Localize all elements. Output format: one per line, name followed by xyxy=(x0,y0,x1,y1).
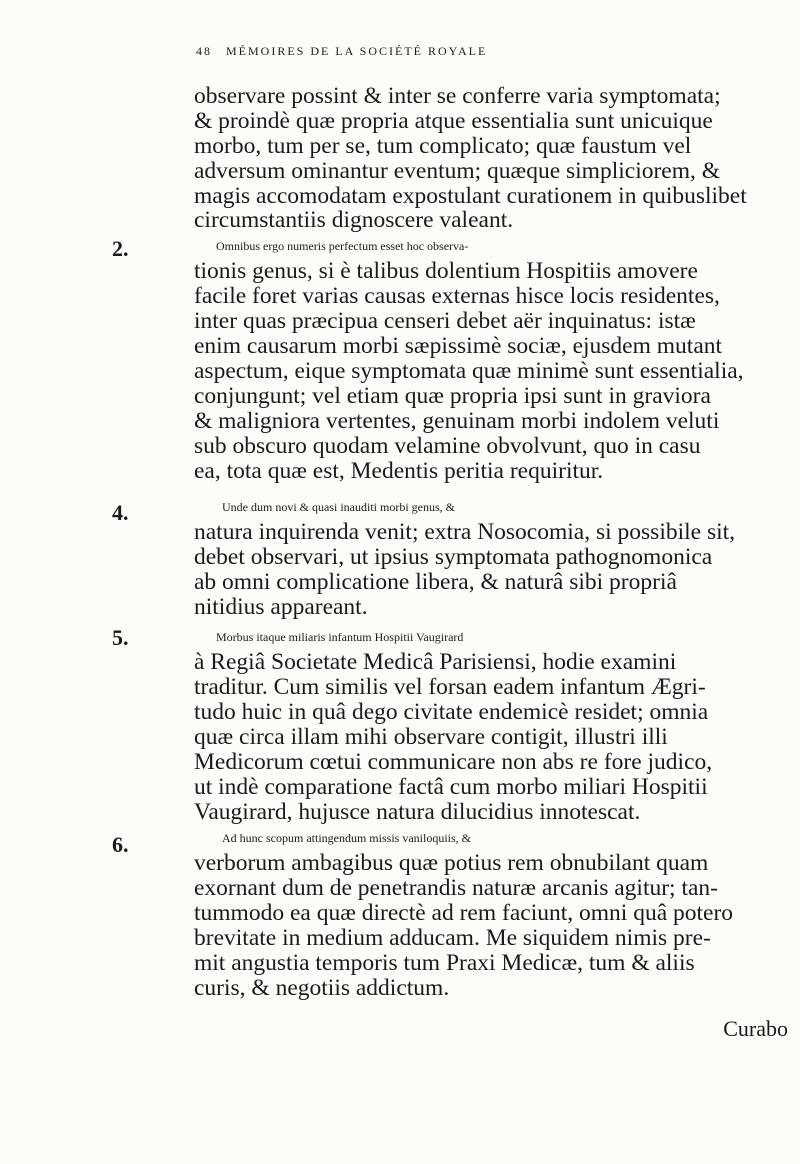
text-line: ab omni complicatione libera, & naturâ sibi propriâ xyxy=(194,569,677,595)
catchword: Curabo xyxy=(723,1016,788,1041)
text-line: Vaugirard, hujusce natura dilucidius innotescat. xyxy=(194,799,641,825)
text-line: mit angustia temporis tum Praxi Medicæ, tum & aliis xyxy=(194,950,695,976)
text-line: conjungunt; vel etiam quæ propria ipsi sunt in graviora xyxy=(194,383,711,409)
text-line: circumstantiis dignoscere valeant. xyxy=(194,207,514,233)
text-line: curis, & negotiis addictum. xyxy=(194,975,450,1001)
margin-number: 4. xyxy=(112,500,129,525)
text-line: Morbus itaque miliaris infantum Hospitii Vaugirard xyxy=(216,630,464,644)
text-line: morbo, tum per se, tum complicato; quæ faustum vel xyxy=(194,133,692,159)
running-title: MÉMOIRES DE LA SOCIÉTÉ ROYALE xyxy=(226,44,488,58)
text-line: Omnibus ergo numeris perfectum esset hoc observa- xyxy=(216,239,469,253)
text-line: inter quas præcipua censeri debet aër inquinatus: istæ xyxy=(194,308,696,334)
running-header xyxy=(196,44,796,59)
text-line: ea, tota quæ est, Medentis peritia requiritur. xyxy=(194,458,604,484)
text-line: debet observari, ut ipsius symptomata pathognomonica xyxy=(194,544,713,570)
text-line: tudo huic in quâ dego civitate endemicè residet; omnia xyxy=(194,699,709,725)
text-line: adversum ominantur eventum; quæque simpliciorem, & xyxy=(194,158,721,184)
page-number: 48 xyxy=(196,44,212,58)
text-line: enim causarum morbi sæpissimè sociæ, ejusdem mutant xyxy=(194,333,723,359)
text-line: nitidius appareant. xyxy=(194,594,368,620)
margin-number: 2. xyxy=(112,236,129,261)
margin-number: 5. xyxy=(112,625,129,650)
text-line: tionis genus, si è talibus dolentium Hospitiis amovere xyxy=(194,258,698,284)
text-line: tummodo ea quæ directè ad rem faciunt, omni quâ potero xyxy=(194,900,734,926)
text-line: Medicorum cœtui communicare non abs re fore judico, xyxy=(194,749,713,775)
text-line: sub obscuro quodam velamine obvolvunt, quo in casu xyxy=(194,433,701,459)
text-line: facile foret varias causas externas hisce locis residentes, xyxy=(194,283,720,309)
text-line: traditur. Cum similis vel forsan eadem infantum Ægri- xyxy=(194,674,706,700)
text-line: exornant dum de penetrandis naturæ arcanis agitur; tan- xyxy=(194,875,718,901)
text-line: aspectum, eique symptomata quæ minimè sunt essentialia, xyxy=(194,358,744,384)
text-line: observare possint & inter se conferre varia symptomata; xyxy=(194,83,721,109)
text-line: verborum ambagibus quæ potius rem obnubilant quam xyxy=(194,850,709,876)
text-line: & proindè quæ propria atque essentialia sunt unicuique xyxy=(194,108,713,134)
text-line: magis accomodatam expostulant curationem in quibuslibet xyxy=(194,183,747,209)
text-line: natura inquirenda venit; extra Nosocomia, si possibile sit, xyxy=(194,519,736,545)
text-line: & maligniora vertentes, genuinam morbi indolem veluti xyxy=(194,408,720,434)
text-line: Ad hunc scopum attingendum missis vaniloquiis, & xyxy=(222,831,471,845)
text-line: Unde dum novi & quasi inauditi morbi genus, & xyxy=(222,500,455,514)
text-line: brevitate in medium adducam. Me siquidem nimis pre- xyxy=(194,925,711,951)
text-line: quæ circa illam mihi observare contigit, illustri illi xyxy=(194,724,668,750)
text-line: à Regiâ Societate Medicâ Parisiensi, hodie examini xyxy=(194,649,677,675)
margin-number: 6. xyxy=(112,832,129,857)
text-line: ut indè comparatione factâ cum morbo miliari Hospitii xyxy=(194,774,708,800)
